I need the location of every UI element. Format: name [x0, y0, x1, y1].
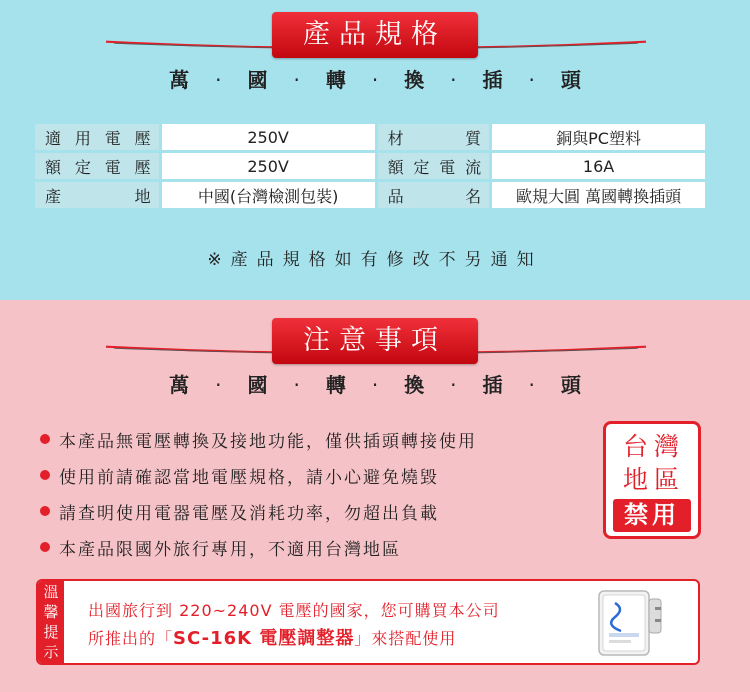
list-item — [40, 493, 477, 529]
subtitle-char: 國 — [247, 373, 268, 397]
spec-label: 額定電壓 — [34, 152, 161, 181]
separator-dot: · — [528, 68, 535, 92]
subtitle-char: 換 — [404, 68, 425, 92]
separator-dot: · — [293, 68, 300, 92]
subtitle-char: 轉 — [325, 68, 346, 92]
badge-line: 台灣 — [622, 432, 685, 461]
tip-line — [88, 625, 500, 653]
voltage-regulator-image — [593, 585, 665, 661]
subtitle-char: 換 — [404, 373, 425, 397]
tip-text-suffix: 」來搭配使用 — [354, 629, 457, 648]
list-item-text: 請查明使用電器電壓及消耗功率，勿超出負載 — [59, 503, 439, 524]
spec-value: 歐規大圓 萬國轉換插頭 — [491, 181, 707, 210]
subtitle-char: 插 — [482, 68, 503, 92]
separator-dot: · — [215, 373, 222, 397]
separator-dot: · — [293, 373, 300, 397]
badge-line: 地區 — [622, 465, 685, 494]
subtitle-char: 轉 — [325, 373, 346, 397]
spec-value: 16A — [491, 152, 707, 181]
list-item — [40, 457, 477, 493]
subtitle-char: 頭 — [560, 68, 581, 92]
product-name: SC-16K 電壓調整器 — [173, 628, 355, 649]
spec-value: 中國(台灣檢測包裝) — [160, 181, 376, 210]
table-row — [34, 152, 707, 181]
spec-title: 產品規格 — [272, 12, 478, 58]
tip-box — [36, 579, 700, 665]
spec-label: 產 地 — [34, 181, 161, 210]
spec-value: 250V — [160, 152, 376, 181]
separator-dot: · — [450, 373, 457, 397]
subtitle-char: 萬 — [169, 68, 190, 92]
list-item — [40, 529, 477, 565]
spec-value: 250V — [160, 123, 376, 152]
bullet-icon — [40, 542, 50, 552]
table-row — [34, 123, 707, 152]
tip-text-prefix: 所推出的「 — [88, 629, 174, 648]
subtitle-char: 插 — [482, 373, 503, 397]
badge-ban-label: 禁用 — [613, 499, 691, 532]
spec-label: 材 質 — [376, 123, 491, 152]
bullet-icon — [40, 506, 50, 516]
list-item-text: 本產品無電壓轉換及接地功能，僅供插頭轉接使用 — [59, 431, 477, 452]
separator-dot: · — [528, 373, 535, 397]
subtitle-char: 萬 — [169, 373, 190, 397]
list-item — [40, 421, 477, 457]
notice-list — [40, 421, 477, 565]
spec-label: 適用電壓 — [34, 123, 161, 152]
subtitle-char: 國 — [247, 68, 268, 92]
separator-dot: · — [371, 68, 379, 92]
tip-text — [88, 597, 500, 653]
badge-region-text — [606, 430, 698, 496]
spec-value: 銅與PC塑料 — [491, 123, 707, 152]
notice-subtitle — [0, 369, 750, 398]
table-row — [34, 181, 707, 210]
tip-line: 出國旅行到 220~240V 電壓的國家，您可購買本公司 — [88, 601, 500, 620]
bullet-icon — [40, 470, 50, 480]
notice-title: 注意事項 — [272, 318, 478, 364]
subtitle-char: 頭 — [560, 373, 581, 397]
spec-label: 額定電流 — [376, 152, 491, 181]
separator-dot: · — [450, 68, 457, 92]
separator-dot: · — [371, 373, 379, 397]
spec-label: 品 名 — [376, 181, 491, 210]
separator-dot: · — [215, 68, 222, 92]
spec-table — [32, 121, 708, 211]
spec-section — [0, 0, 750, 300]
list-item-text: 本產品限國外旅行專用，不適用台灣地區 — [59, 539, 401, 560]
tip-side-label: 溫馨提示 — [38, 581, 64, 663]
spec-note: ※產品規格如有修改不另通知 — [207, 250, 543, 270]
spec-subtitle — [0, 64, 750, 93]
bullet-icon — [40, 434, 50, 444]
list-item-text: 使用前請確認當地電壓規格，請小心避免燒毀 — [59, 467, 439, 488]
taiwan-ban-badge — [603, 421, 701, 539]
